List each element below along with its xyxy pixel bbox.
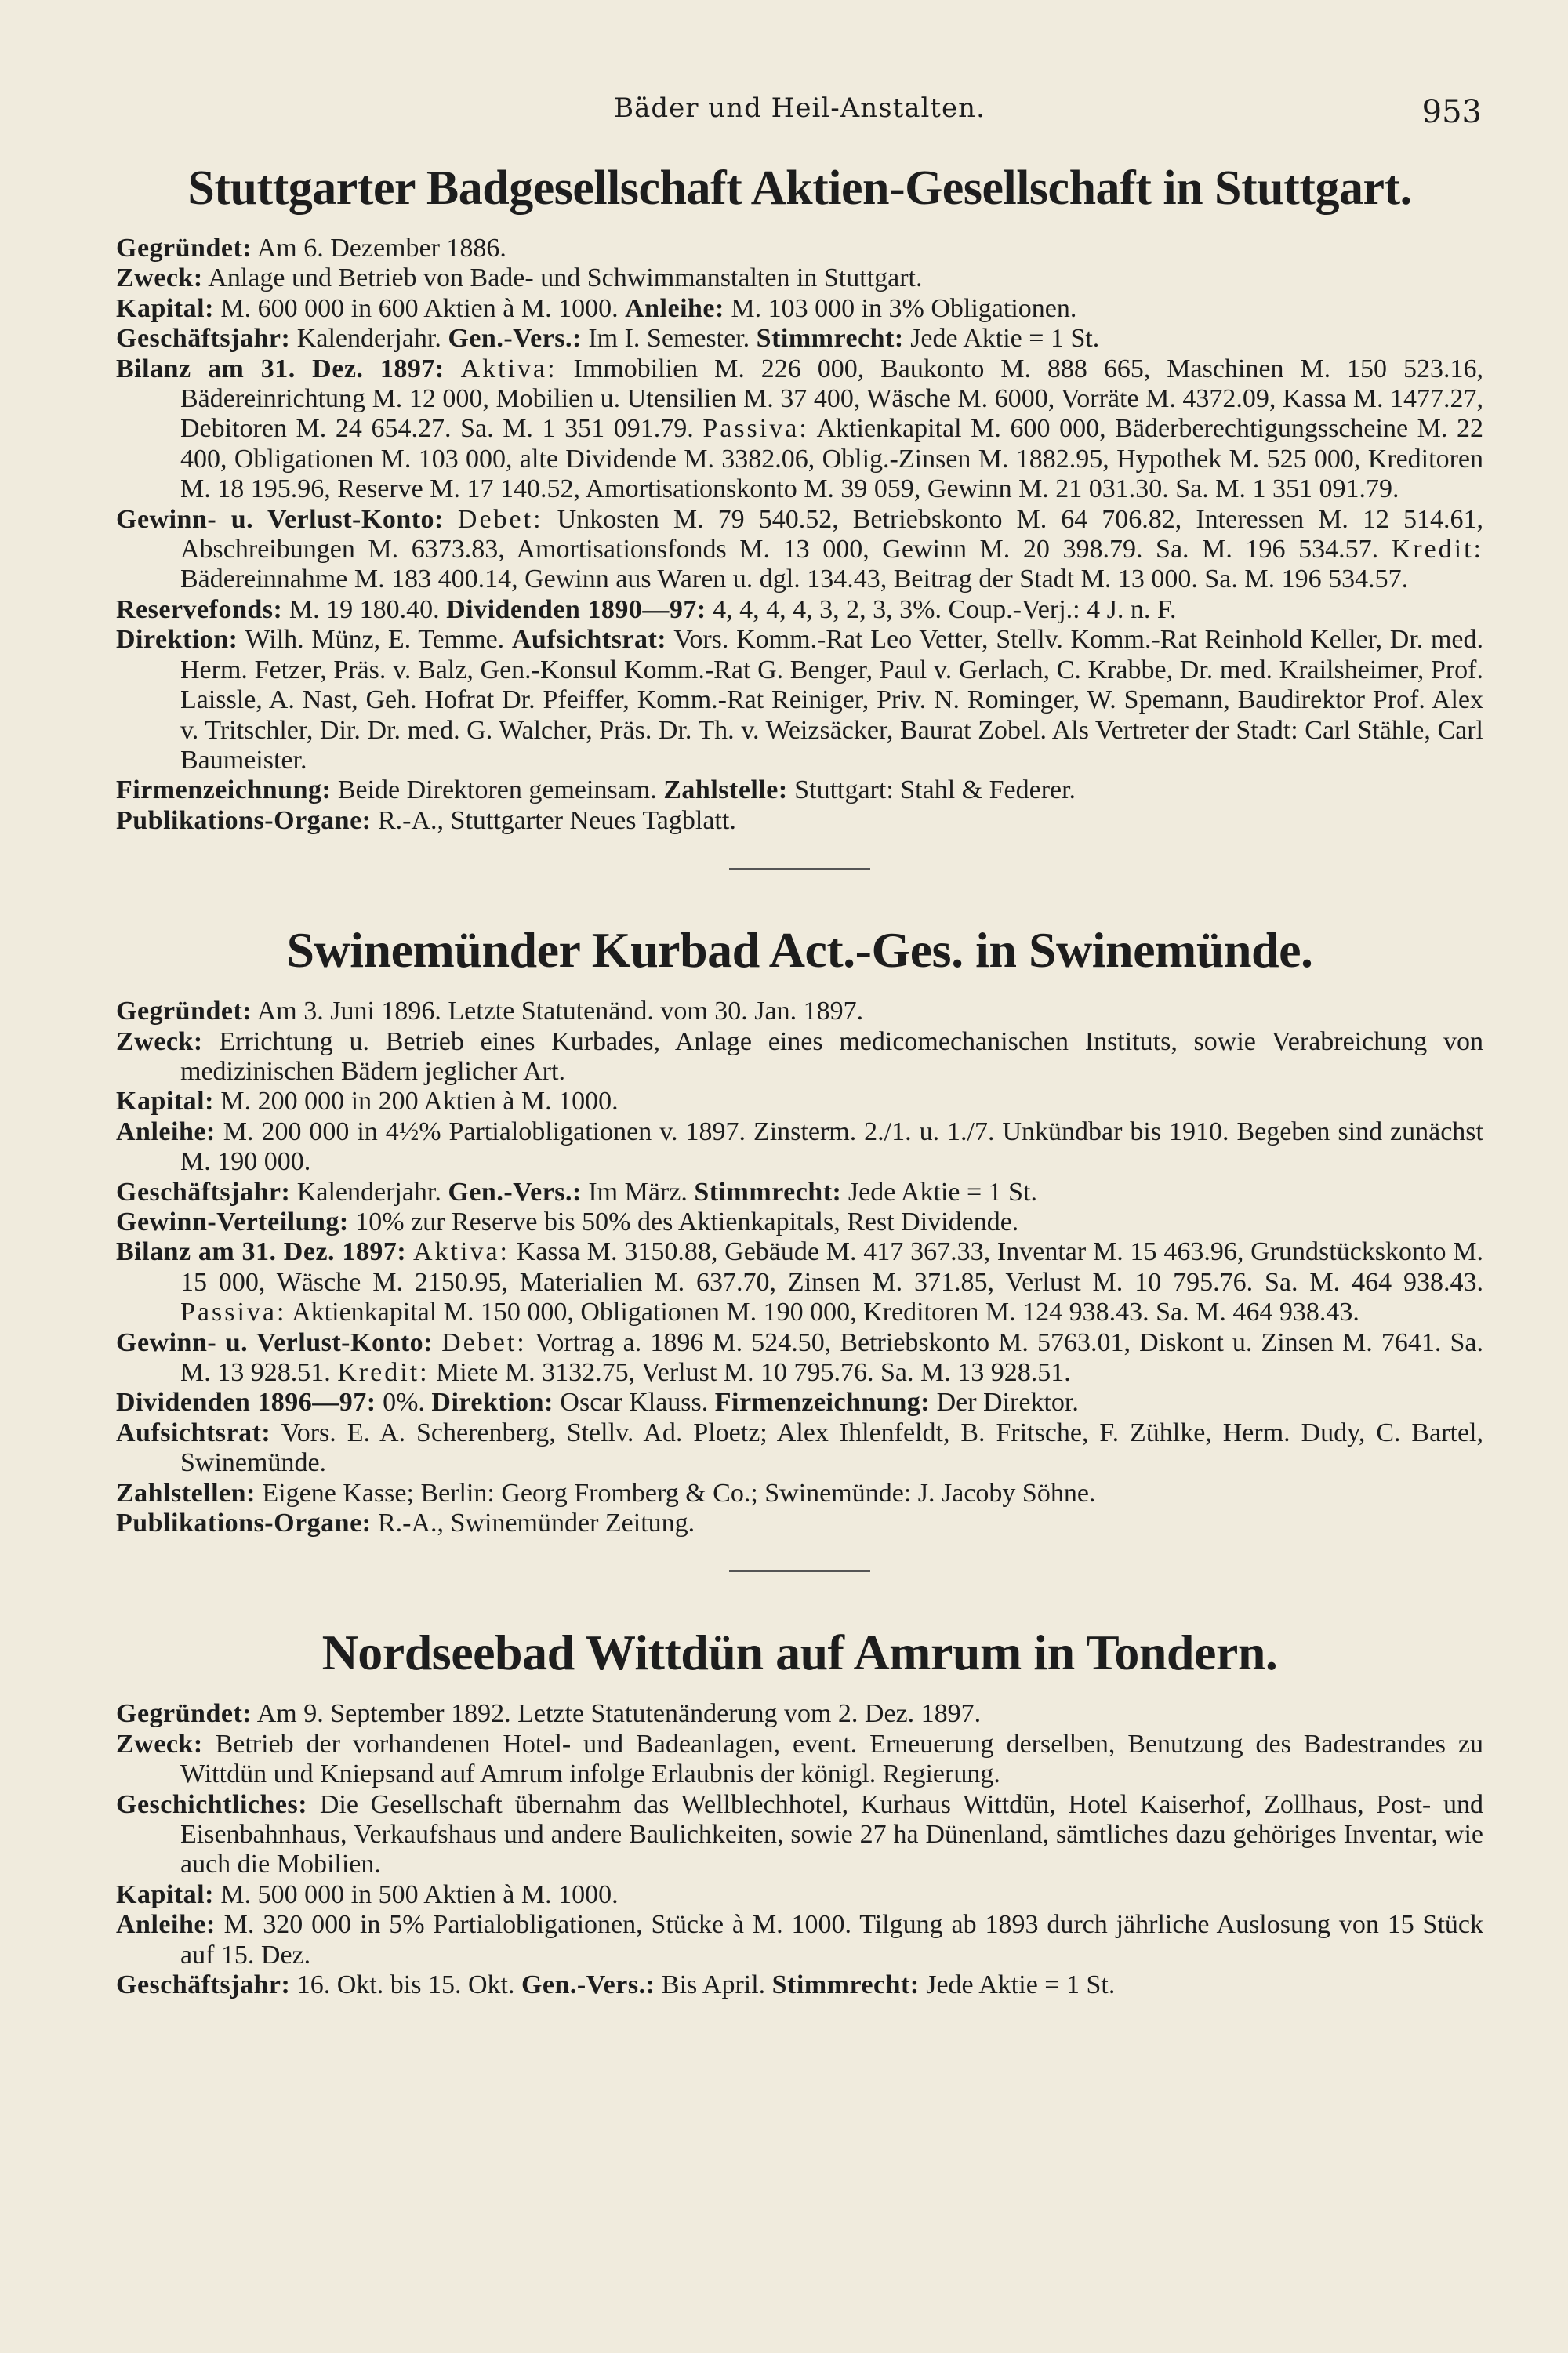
field-text: Stuttgart: Stahl & Federer. xyxy=(787,775,1076,805)
entry-paragraph xyxy=(116,1730,1483,1790)
field-text: Der Direktor. xyxy=(930,1388,1079,1418)
field-label: Kapital: xyxy=(116,1879,214,1909)
entry-list xyxy=(116,997,1483,1538)
entry-paragraph xyxy=(116,806,1483,836)
field-label: Kapital: xyxy=(116,1087,214,1117)
company-entry xyxy=(116,161,1483,836)
field-label: Geschäftsjahr: xyxy=(116,324,291,354)
field-label: Gegründet: xyxy=(116,1699,252,1729)
field-text xyxy=(433,1328,441,1357)
field-text: Jede Aktie = 1 St. xyxy=(919,1970,1116,2000)
entry-paragraph xyxy=(116,1699,1483,1729)
field-label: Dividenden 1890—97: xyxy=(446,594,706,624)
entry-paragraph xyxy=(116,505,1483,595)
field-label: Bilanz am 31. Dez. 1897: xyxy=(116,354,445,383)
entry-paragraph xyxy=(116,1970,1483,2000)
field-label: Gegründet: xyxy=(116,997,252,1026)
entry-paragraph xyxy=(116,1479,1483,1509)
field-text: Beide Direktoren gemeinsam. xyxy=(331,775,664,805)
field-label: Gewinn- u. Verlust-Konto: xyxy=(116,504,444,534)
page-content xyxy=(116,161,1483,2001)
sub-label: Aktiva: xyxy=(460,354,557,383)
field-text: 10% zur Reserve bis 50% des Aktienkapitals, Rest Dividende. xyxy=(348,1207,1019,1236)
entry-paragraph xyxy=(116,263,1483,293)
field-text: Eigene Kasse; Berlin: Georg Fromberg & Co.; Swinemünde: J. Jacoby Söhne. xyxy=(255,1478,1096,1508)
field-label: Reservefonds: xyxy=(116,594,283,624)
entry-paragraph xyxy=(116,997,1483,1026)
field-text: Jede Aktie = 1 St. xyxy=(841,1177,1037,1207)
field-label: Geschäftsjahr: xyxy=(116,1177,291,1207)
entry-paragraph xyxy=(116,1910,1483,1970)
field-text: R.-A., Stuttgarter Neues Tagblatt. xyxy=(371,805,736,835)
field-text: M. 320 000 in 5% Partialobligationen, Stücke à M. 1000. Tilgung ab 1893 durch jährliche Auslosung von 15 Stück auf 15. Dez. xyxy=(180,1910,1483,1970)
running-title: Bäder und Heil-Anstalten. xyxy=(614,93,985,124)
field-label: Zweck: xyxy=(116,1026,203,1056)
field-text: M. 103 000 in 3% Obligationen. xyxy=(724,293,1077,323)
field-text: Im I. Semester. xyxy=(581,324,757,354)
field-text: 0%. xyxy=(376,1388,432,1418)
entry-paragraph xyxy=(116,1418,1483,1479)
entry-list xyxy=(116,1699,1483,2000)
field-text: 16. Okt. bis 15. Okt. xyxy=(290,1970,521,2000)
field-text: Am 6. Dezember 1886. xyxy=(252,234,506,263)
running-head xyxy=(118,93,1482,132)
company-entry xyxy=(116,1624,1483,2000)
field-text: Im März. xyxy=(581,1177,695,1207)
page-number: 953 xyxy=(1421,94,1482,130)
field-label: Geschäftsjahr: xyxy=(116,1970,291,2000)
field-label: Direktion: xyxy=(116,625,238,655)
field-text: Bädereinnahme M. 183 400.14, Gewinn aus Waren u. dgl. 134.43, Beitrag der Stadt M. 13 000. Sa. M. 196 534.57. xyxy=(180,565,1409,594)
field-text: M. 500 000 in 500 Aktien à M. 1000. xyxy=(213,1879,619,1909)
field-label: Firmenzeichnung: xyxy=(116,775,332,805)
sub-label: Debet: xyxy=(441,1327,527,1357)
entry-paragraph xyxy=(116,1880,1483,1910)
field-text xyxy=(444,505,458,534)
entry-paragraph xyxy=(116,324,1483,354)
field-label: Publikations-Organe: xyxy=(116,805,372,835)
field-label: Direktion: xyxy=(431,1388,554,1418)
field-label: Aufsichtsrat: xyxy=(511,625,667,655)
field-text: Am 3. Juni 1896. Letzte Statutenänd. vom 30. Jan. 1897. xyxy=(252,997,864,1026)
field-text: Immobilien M. 226 000, Baukonto M. 888 665, Maschinen M. 150 523.16, Bädereinrichtung M. 12 000, Mobilien u. Utensilien M. 37 400, Wäsche M. 6000, Vorräte M. 4372.09, Kassa M. 1477.27, Debitoren M. 24 654.27. Sa. M. 1 351 091.79. xyxy=(180,354,1483,444)
sub-label: Passiva: xyxy=(180,1298,287,1327)
field-text: Vortrag a. 1896 M. 524.50, Betriebskonto M. 5763.01, Diskont u. Zinsen M. 7641. Sa. M. 13 928.51. xyxy=(180,1327,1483,1387)
entry-paragraph xyxy=(116,1207,1483,1237)
company-title: Nordseebad Wittdün auf Amrum in Tondern. xyxy=(321,1625,1278,1681)
entry-paragraph xyxy=(116,1027,1483,1088)
entry-paragraph xyxy=(116,775,1483,805)
entry-paragraph xyxy=(116,1087,1483,1117)
entry-paragraph xyxy=(116,1388,1483,1418)
field-text: Die Gesellschaft übernahm das Wellblechhotel, Kurhaus Wittdün, Hotel Kaiserhof, Zollhaus, Post- und Eisenbahnhaus, Verkaufshaus und andere Baulichkeiten, sowie 27 ha Dünenland, sämtliches dazu gehöriges Inventar, wie auch die Mobilien. xyxy=(180,1789,1483,1879)
field-text: Unkosten M. 79 540.52, Betriebskonto M. 64 706.82, Interessen M. 12 514.61, Abschreibungen M. 6373.83, Amortisationsfonds M. 13 000, Gewinn M. 20 398.79. Sa. M. 196 534.57. xyxy=(180,504,1483,565)
entry-paragraph xyxy=(116,595,1483,625)
field-text: Am 9. September 1892. Letzte Statutenänderung vom 2. Dez. 1897. xyxy=(252,1699,982,1729)
entry-paragraph xyxy=(116,1117,1483,1178)
company-title: Stuttgarter Badgesellschaft Aktien-Gesellschaft in Stuttgart. xyxy=(187,162,1412,215)
entry-list xyxy=(116,234,1483,836)
field-label: Gen.-Vers.: xyxy=(521,1970,655,2000)
field-text: M. 200 000 in 4½% Partialobligationen v. 1897. Zinsterm. 2./1. u. 1./7. Unkündbar bis 1910. Begeben sind zunächst M. 190 000. xyxy=(180,1117,1483,1177)
field-label: Anleihe: xyxy=(116,1910,216,1940)
field-label: Zahlstelle: xyxy=(663,775,788,805)
field-label: Stimmrecht: xyxy=(771,1970,920,2000)
field-label: Gewinn- u. Verlust-Konto: xyxy=(116,1327,433,1357)
company-title: Swinemünder Kurbad Act.-Ges. in Swinemünde. xyxy=(286,922,1313,979)
entry-paragraph xyxy=(116,294,1483,324)
field-label: Gen.-Vers.: xyxy=(448,1177,582,1207)
entry-paragraph xyxy=(116,234,1483,263)
field-text: M. 19 180.40. xyxy=(282,594,447,624)
field-text: M. 600 000 in 600 Aktien à M. 1000. xyxy=(213,293,626,323)
field-text: M. 200 000 in 200 Aktien à M. 1000. xyxy=(213,1087,619,1117)
entry-paragraph xyxy=(116,1237,1483,1327)
field-text: Aktienkapital M. 150 000, Obligationen M. 190 000, Kreditoren M. 124 938.43. Sa. M. 464 938.43. xyxy=(286,1298,1359,1327)
field-text xyxy=(445,354,461,383)
field-text: Oscar Klauss. xyxy=(553,1388,715,1418)
field-label: Zahlstellen: xyxy=(116,1478,256,1508)
field-label: Gegründet: xyxy=(116,234,252,263)
field-label: Gewinn-Verteilung: xyxy=(116,1207,349,1236)
sub-label: Aktiva: xyxy=(413,1237,510,1267)
field-text: Miete M. 3132.75, Verlust M. 10 795.76. Sa. M. 13 928.51. xyxy=(429,1358,1071,1387)
field-text: Vors. Komm.-Rat Leo Vetter, Stellv. Komm.-Rat Reinhold Keller, Dr. med. Herm. Fetzer, Präs. v. Balz, Gen.-Konsul Komm.-Rat G. Benger, Paul v. Gerlach, C. Krabbe, Dr. med. Krailsheimer, Prof. Laissle, A. Nast, Geh. Hofrat Dr. Pfeiffer, Komm.-Rat Reiniger, Priv. N. Rominger, W. Spemann, Baudirektor Prof. Alex v. Tritschler, Dir. Dr. med. G. Walcher, Präs. Dr. Th. v. Weizsäcker, Baurat Zobel. Als Vertreter der Stadt: Carl Stähle, Carl Baumeister. xyxy=(180,625,1484,775)
field-text: Kalenderjahr. xyxy=(290,324,448,354)
field-label: Zweck: xyxy=(116,1729,203,1759)
entry-paragraph xyxy=(116,354,1483,505)
company-entry xyxy=(116,921,1483,1538)
field-label: Geschichtliches: xyxy=(116,1789,308,1819)
field-text: Aktienkapital M. 600 000, Bäderberechtigungsscheine M. 22 400, Obligationen M. 103 000, alte Dividende M. 3382.06, Oblig.-Zinsen M. 1882.95, Hypothek M. 525 000, Kreditoren M. 18 195.96, Reserve M. 17 140.52, Amortisationskonto M. 39 059, Gewinn M. 21 031.30. Sa. M. 1 351 091.79. xyxy=(180,414,1483,504)
field-text: Errichtung u. Betrieb eines Kurbades, Anlage eines medicomechanischen Instituts, sowie Verabreichung von medizinischen Bädern jeglicher Art. xyxy=(180,1026,1483,1086)
entry-paragraph xyxy=(116,1178,1483,1207)
field-text: R.-A., Swinemünder Zeitung. xyxy=(371,1509,695,1538)
field-label: Anleihe: xyxy=(625,293,724,323)
section-divider xyxy=(729,868,870,870)
field-text: Betrieb der vorhandenen Hotel- und Badeanlagen, event. Erneuerung derselben, Benutzung des Badestrandes zu Wittdün und Kniepsand auf Amrum infolge Erlaubnis der königl. Regierung. xyxy=(180,1729,1483,1789)
field-label: Gen.-Vers.: xyxy=(448,324,582,354)
field-text: Bis April. xyxy=(655,1970,772,2000)
sub-label: Kredit: xyxy=(337,1358,430,1387)
field-label: Anleihe: xyxy=(116,1117,216,1146)
field-label: Aufsichtsrat: xyxy=(116,1418,271,1447)
sub-label: Debet: xyxy=(457,504,543,534)
field-label: Publikations-Organe: xyxy=(116,1509,372,1538)
entry-paragraph xyxy=(116,1790,1483,1880)
field-text: Wilh. Münz, E. Temme. xyxy=(238,625,512,655)
sub-label: Passiva: xyxy=(702,414,809,444)
field-text: Jede Aktie = 1 St. xyxy=(903,324,1100,354)
field-label: Stimmrecht: xyxy=(756,324,904,354)
field-label: Stimmrecht: xyxy=(694,1177,842,1207)
sub-label: Kredit: xyxy=(1391,535,1483,565)
field-label: Kapital: xyxy=(116,293,214,323)
field-text: Vors. E. A. Scherenberg, Stellv. Ad. Ploetz; Alex Ihlenfeldt, B. Fritsche, F. Zühlke, Herm. Dudy, C. Bartel, Swinemünde. xyxy=(180,1418,1483,1478)
field-text: Kalenderjahr. xyxy=(290,1177,448,1207)
field-text: Kassa M. 3150.88, Gebäude M. 417 367.33, Inventar M. 15 463.96, Grundstückskonto M. 15 000, Wäsche M. 2150.95, Materialien M. 637.70, Zinsen M. 371.85, Verlust M. 10 795.76. Sa. M. 464 938.43. xyxy=(180,1237,1484,1297)
entry-paragraph xyxy=(116,625,1483,775)
field-label: Zweck: xyxy=(116,263,203,293)
field-text: Anlage und Betrieb von Bade- und Schwimmanstalten in Stuttgart. xyxy=(202,263,923,293)
section-divider xyxy=(729,1570,870,1572)
field-text: 4, 4, 4, 4, 3, 2, 3, 3%. Coup.-Verj.: 4 J. n. F. xyxy=(706,594,1177,624)
field-text xyxy=(406,1237,413,1266)
entry-paragraph xyxy=(116,1509,1483,1538)
field-label: Dividenden 1896—97: xyxy=(116,1388,376,1418)
field-label: Bilanz am 31. Dez. 1897: xyxy=(116,1237,407,1267)
entry-paragraph xyxy=(116,1328,1483,1389)
field-label: Firmenzeichnung: xyxy=(714,1388,931,1418)
